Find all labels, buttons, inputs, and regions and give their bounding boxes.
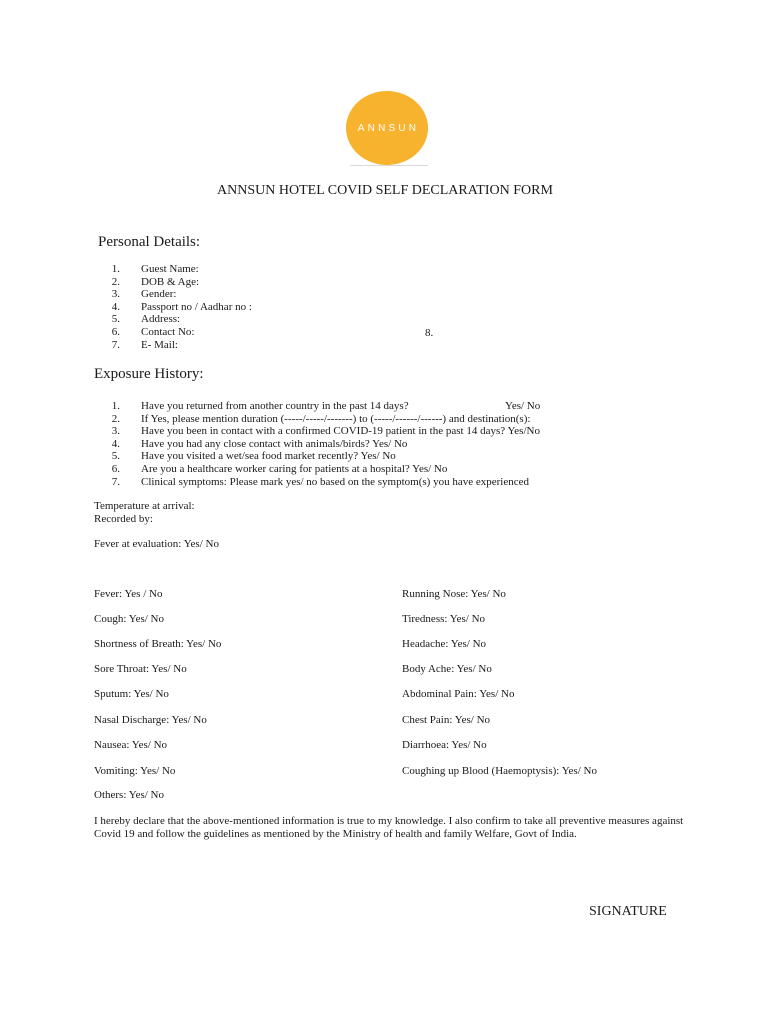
list-item: 5. Have you visited a wet/sea food market recently? Yes/ No (111, 450, 396, 463)
list-item: 1. Guest Name: (111, 263, 199, 275)
symptom-vomiting: Vomiting: Yes/ No (94, 765, 176, 777)
q1-answer: Yes/ No (505, 400, 541, 412)
exposure-history-heading: Exposure History: (94, 366, 204, 382)
annsun-logo (346, 91, 428, 165)
list-item: 3. Have you been in contact with a confirmed COVID-19 patient in the past 14 days? Yes/No (111, 425, 540, 438)
symptom-tiredness: Tiredness: Yes/ No (402, 613, 486, 625)
list-item: 4. Have you had any close contact with animals/birds? Yes/ No (111, 437, 408, 450)
list-item: 2. If Yes, please mention duration (-----/-----/-------) to (-----/------/------) and destination(s): (111, 412, 531, 425)
symptom-diarrhoea: Diarrhoea: Yes/ No (402, 739, 487, 751)
symptom-chest-pain: Chest Pain: Yes/ No (402, 714, 491, 726)
list-item: 6. Are you a healthcare worker caring for patients at a hospital? Yes/ No (111, 462, 448, 475)
temperature-at-arrival: Temperature at arrival: (94, 500, 195, 512)
recorded-by: Recorded by: (94, 513, 153, 525)
list-item: 6. Contact No: (111, 325, 195, 338)
symptom-nasal-discharge: Nasal Discharge: Yes/ No (94, 714, 207, 726)
list-item: 2. DOB & Age: (111, 275, 200, 288)
symptom-nausea: Nausea: Yes/ No (94, 739, 168, 751)
signature-label: SIGNATURE (589, 904, 667, 919)
fever-at-evaluation: Fever at evaluation: Yes/ No (94, 538, 219, 550)
logo-text: ANNSUN (357, 122, 420, 134)
list-item-number: 8. (425, 327, 434, 339)
form-title: ANNSUN HOTEL COVID SELF DECLARATION FORM (217, 183, 553, 198)
list-item: 7. Clinical symptoms: Please mark yes/ no based on the symptom(s) you have experienced (111, 475, 529, 488)
list-item: 1. Have you returned from another country in the past 14 days? (111, 400, 409, 412)
symptom-sputum: Sputum: Yes/ No (94, 688, 169, 700)
personal-details-heading: Personal Details: (98, 234, 201, 250)
exposure-history-list (96, 400, 576, 488)
symptom-running-nose: Running Nose: Yes/ No (402, 588, 506, 600)
symptom-body-ache: Body Ache: Yes/ No (402, 663, 492, 675)
symptom-abdominal-pain: Abdominal Pain: Yes/ No (402, 688, 515, 700)
symptom-sore-throat: Sore Throat: Yes/ No (94, 663, 187, 675)
symptom-fever: Fever: Yes / No (94, 588, 163, 600)
symptom-cough: Cough: Yes/ No (94, 613, 164, 625)
symptom-others: Others: Yes/ No (94, 789, 164, 801)
list-item: 7. E- Mail: (111, 338, 178, 351)
personal-details-list (96, 263, 496, 351)
list-item: 5. Address: (111, 313, 181, 326)
symptom-haemoptysis: Coughing up Blood (Haemoptysis): Yes/ No (402, 765, 597, 777)
declaration-text: I hereby declare that the above-mentioned information is true to my knowledge. I also confirm to take all preventive measures against Covid 19 and follow the guidelines as mentioned by the Ministry of health and family Welfare, Govt of India. (94, 815, 684, 840)
symptom-headache: Headache: Yes/ No (402, 638, 487, 650)
list-item: 4. Passport no / Aadhar no : (111, 300, 252, 313)
logo-divider (350, 165, 428, 166)
symptom-shortness-of-breath: Shortness of Breath: Yes/ No (94, 638, 222, 650)
list-item: 3. Gender: (111, 288, 177, 301)
